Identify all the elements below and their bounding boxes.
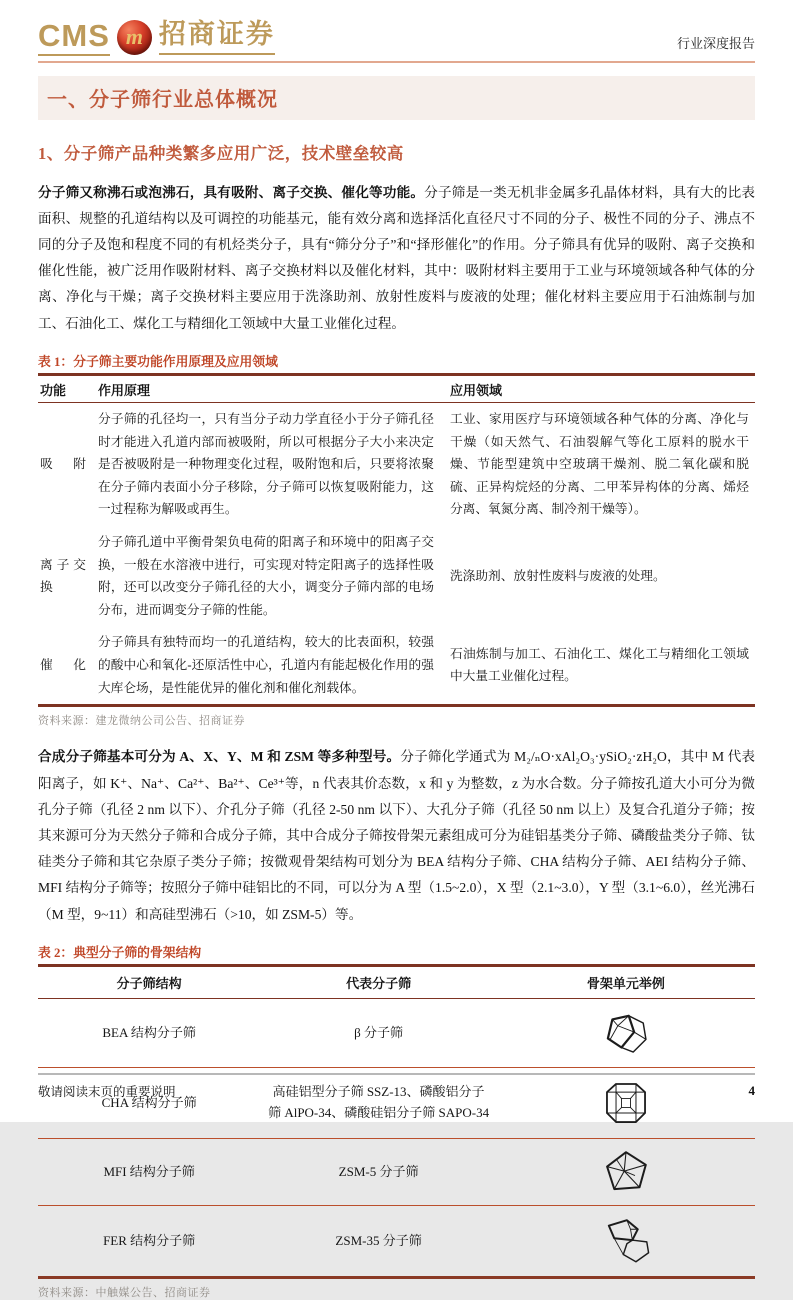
table2-representative: 高硅铝型分子筛 SSZ-13、磷酸铝分子筛 AlPO-34、磷酸硅铝分子筛 SAPO-34: [260, 1067, 497, 1138]
table-row: [38, 402, 755, 526]
footer-divider: [38, 1073, 755, 1075]
subsection-title: 1、分子筛产品种类繁多应用广泛，技术壁垒较高: [38, 143, 404, 163]
paragraph-1-lead: 分子筛又称沸石或泡沸石，具有吸附、离子交换、催化等功能。: [38, 184, 425, 200]
table2-source: 资料来源：中触媒公告、招商证券: [38, 1286, 211, 1299]
table1-col-function: 功能: [38, 374, 96, 402]
page-header: [38, 20, 755, 56]
table-row: [38, 1138, 755, 1205]
table1-caption: 表 1：分子筛主要功能作用原理及应用领域: [38, 354, 278, 369]
paragraph-1: [38, 180, 755, 337]
table2-structure: BEA 结构分子筛: [38, 998, 260, 1067]
table-row: [38, 626, 755, 705]
framework-cell: [497, 998, 755, 1067]
header-divider: [38, 61, 755, 63]
table1-function: 离子交换: [40, 557, 86, 595]
paragraph-1-body: 分子筛是一类无机非金属多孔晶体材料，具有大的比表面积、规整的孔道结构以及可调控的功能基元，能有效分离和选择活化直径尺寸不同的分子、极性不同的分子、沸点不同的分子及饱和程度不同的有机烃类分子，具有“筛分分子”和“择形催化”的作用。分子筛具有优异的吸附、离子交换和催化性能，被广泛用作吸附材料、离子交换材料以及催化材料，其中：吸附材料主要用于工业与环境领域各种气体的分离、净化与干燥；离子交换材料主要应用于洗涤助剂、放射性废料与废液的处理；催化材料主要应用于石油炼制与加工、石油化工、煤化工与精细化工领域中大量工业催化过程。: [38, 184, 756, 331]
section-title: 一、分子筛行业总体概况: [38, 76, 755, 120]
table1-principle: 分子筛的孔径均一，只有当分子动力学直径小于分子筛孔径时才能进入孔道内部而被吸附，所以可根据分子大小来决定是否被吸附是一种物理变化过程，吸附饱和后，只要将浓聚在分子筛内表面小分子移除，分子筛可以恢复吸附能力，这一过程称为解吸或再生。: [98, 411, 434, 517]
table2-col-structure: 分子筛结构: [38, 965, 260, 998]
table1-principle: 分子筛具有独特而均一的孔道结构，较大的比表面积，较强的酸中心和氧化-还原活性中心，孔道内有能起极化作用的强大库仑场，是性能优异的催化剂和催化剂载体。: [98, 635, 434, 695]
cms-orb-icon: m: [117, 20, 152, 55]
table-row: [38, 526, 755, 626]
table2-structure: CHA 结构分子筛: [38, 1067, 260, 1138]
table2-representative: β 分子筛: [260, 998, 497, 1067]
table1-application: 洗涤助剂、放射性废料与废液的处理。: [450, 568, 666, 583]
table1-application: 石油炼制与加工、石油化工、煤化工与精细化工领域中大量工业催化过程。: [450, 646, 749, 684]
cms-logo: [38, 20, 275, 56]
table2-caption: 表 2：典型分子筛的骨架结构: [38, 945, 202, 960]
table2-representative: ZSM-5 分子筛: [260, 1138, 497, 1205]
table2-structure: FER 结构分子筛: [38, 1205, 260, 1277]
framework-cell: [497, 1138, 755, 1205]
table-row: [38, 998, 755, 1067]
table-row: [38, 1205, 755, 1277]
framework-cell: [497, 1205, 755, 1277]
mfi-framework-icon: [599, 1147, 653, 1197]
table2-structure: MFI 结构分子筛: [38, 1138, 260, 1205]
table1-col-application: 应用领域: [448, 374, 755, 402]
table2-header-row: [38, 965, 755, 998]
report-type-label: 行业深度报告: [676, 35, 755, 51]
table2-col-representative: 代表分子筛: [260, 965, 497, 998]
table2-col-framework: 骨架单元举例: [497, 965, 755, 998]
bea-framework-icon: [597, 1007, 655, 1059]
table1-col-principle: 作用原理: [96, 374, 448, 402]
table1-application: 工业、家用医疗与环境领域各种气体的分离、净化与干燥（如天然气、石油裂解气等化工原料的脱水干燥、节能型建筑中空玻璃干燥剂、脱二氧化碳和脱硫、正异构烷烃的分离、二甲苯异构体的分离、烯烃分离、氧氮分离、制冷剂干燥等）。: [450, 411, 749, 517]
table1-source: 资料来源：建龙微纳公司公告、招商证券: [38, 715, 245, 728]
paragraph-2: [38, 744, 755, 928]
table1-principle: 分子筛孔道中平衡骨架负电荷的阳离子和环境中的阳离子交换，一般在水溶液中进行，可实现对特定阳离子的选择性吸附，还可以改变分子筛孔径的大小，调变分子筛内部的电场分布，进而调变分子筛的性能。: [98, 535, 434, 617]
paragraph-2-body: 分子筛化学通式为 M₂/ₙO·xAl₂O₃·ySiO₂·zH₂O，其中 M 代表阳离子，如 K⁺、Na⁺、Ca²⁺、Ba²⁺、Ce³⁺等，n 代表其价态数，x 和 y 为整数，z 为水合数。分子筛按孔道大小可分为微孔分子筛（孔径 2 nm 以下）、介孔分子筛（孔径 2-50 nm 以下）、大孔分子筛（孔径 50 nm 以上）及复合孔道分子筛；按其来源可分为天然分子筛和合成分子筛，其中合成分子筛按骨架元素组成可分为硅铝基类分子筛、磷酸盐类分子筛、钛硅类分子筛和其它杂原子类分子筛；按微观骨架结构可划分为 BEA 结构分子筛、CHA 结构分子筛、AEI 结构分子筛、MFI 结构分子筛等；按照分子筛中硅铝比的不同，可以分为 A 型（1.5~2.0），X 型（2.1~3.0），Y 型（3.1~6.0），丝光沸石（M 型，9~11）和高硅型沸石（>10，如 ZSM-5）等。: [38, 749, 755, 922]
table1-function: 催化: [40, 658, 86, 673]
table2-representative: ZSM-35 分子筛: [260, 1205, 497, 1277]
page-number: 4: [748, 1083, 755, 1098]
fer-framework-icon: [598, 1214, 654, 1268]
footer-notice: 敬请阅读末页的重要说明: [38, 1085, 176, 1099]
page-footer: [38, 1073, 755, 1100]
table1: [38, 373, 755, 707]
table2: [38, 964, 755, 1279]
paragraph-2-lead: 合成分子筛基本可分为 A、X、Y、M 和 ZSM 等多种型号。: [38, 749, 401, 765]
table1-header-row: [38, 374, 755, 402]
table1-function: 吸附: [40, 457, 86, 472]
brand-name: 招商证券: [159, 20, 275, 55]
cms-logo-text: CMS: [38, 20, 110, 56]
